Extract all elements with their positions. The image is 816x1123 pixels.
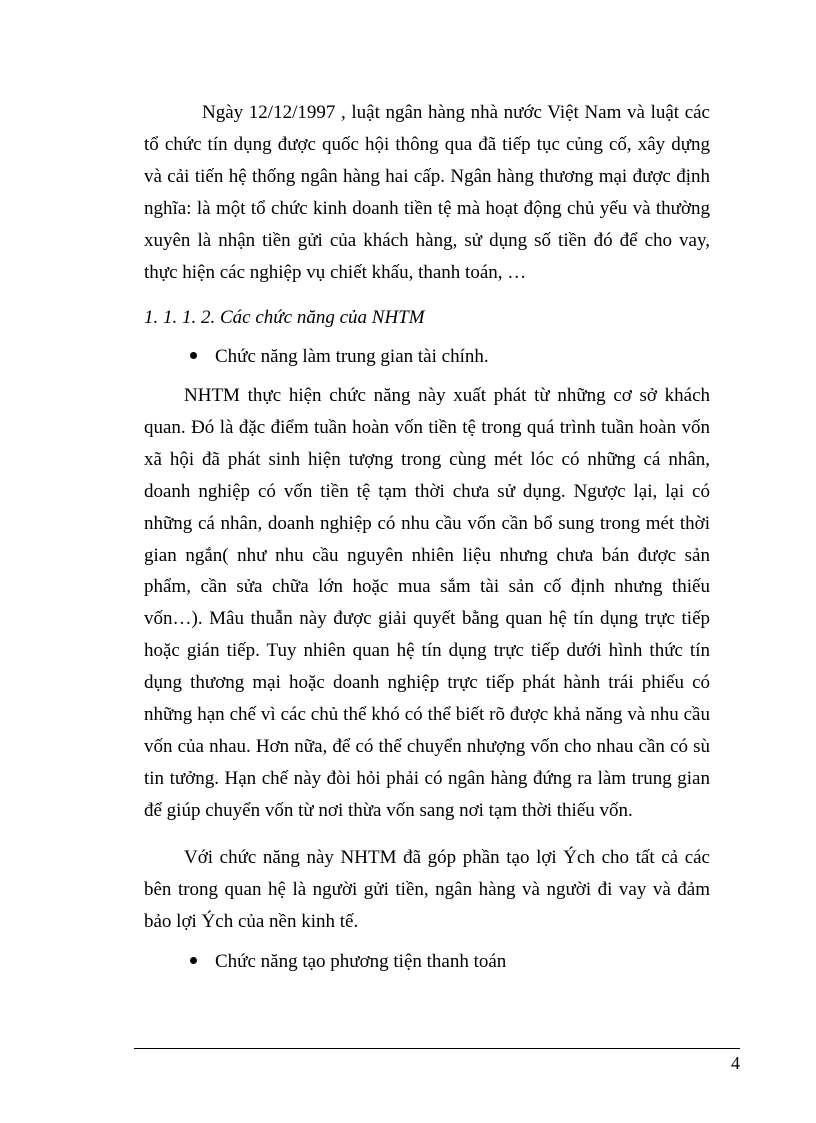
page-number: 4 [731, 1053, 740, 1073]
bullet-item-1-text: Chức năng làm trung gian tài chính. [215, 346, 489, 367]
paragraph-1: Ngày 12/12/1997 , luật ngân hàng nhà nước Việt Nam và luật các tổ chức tín dụng được quốc hội thông qua đã tiếp tục củng cố, xây dựng và cải tiến hệ thống ngân hàng hai cấp. Ngân hàng thương mại được định nghĩa: là một tổ chức kinh doanh tiền tệ mà hoạt động chủ yếu và thường xuyên là nhận tiền gửi của khách hàng, sử dụng số tiền đó để cho vay, thực hiện các nghiệp vụ chiết khấu, thanh toán, … [144, 102, 710, 283]
paragraph-3: Với chức năng này NHTM đã góp phần tạo lợi Ých cho tất cả các bên trong quan hệ là người gửi tiền, ngân hàng và người đi vay và đảm bảo lợi Ých của nền kinh tế. [144, 847, 710, 932]
footer-divider [134, 1048, 740, 1049]
bullet-dot-icon [190, 352, 197, 359]
bullet-item-2 [190, 946, 506, 977]
section-heading: 1. 1. 1. 2. Các chức năng của NHTM [144, 307, 425, 328]
paragraph-2: NHTM thực hiện chức năng này xuất phát từ những cơ sở khách quan. Đó là đặc điểm tuần hoàn vốn tiền tệ trong quá trình tuần hoàn vốn xã hội đã phát sinh hiện tượng trong cùng mét lóc có những cá nhân, doanh nghiệp có vốn tiền tệ tạm thời chưa sử dụng. Ngược lại, lại có những cá nhân, doanh nghiệp có nhu cầu vốn cần bổ sung trong mét thời gian ngắn( như nhu cầu nguyên nhiên liệu nhưng chưa bán được sản phẩm, cần sửa chữa lớn hoặc mua sắm tài sản cố định nhưng thiếu vốn…). Mâu thuẫn này được giải quyết bằng quan hệ tín dụng trực tiếp hoặc gián tiếp. Tuy nhiên quan hệ tín dụng trực tiếp dưới hình thức tín dụng thương mại hoặc doanh nghiệp trực tiếp phát hành trái phiếu có những hạn chế vì các chủ thể khó có thể biết rõ được khả năng và nhu cầu vốn của nhau. Hơn nữa, để có thể chuyển nhượng vốn cho nhau cần có sù tin tưởng. Hạn chế này đòi hỏi phải có ngân hàng đứng ra làm trung gian để giúp chuyển vốn từ nơi thừa vốn sang nơi tạm thời thiếu vốn. [144, 385, 710, 821]
bullet-item-1 [190, 341, 489, 372]
bullet-dot-icon [190, 957, 197, 964]
bullet-item-2-text: Chức năng tạo phương tiện thanh toán [215, 951, 507, 972]
